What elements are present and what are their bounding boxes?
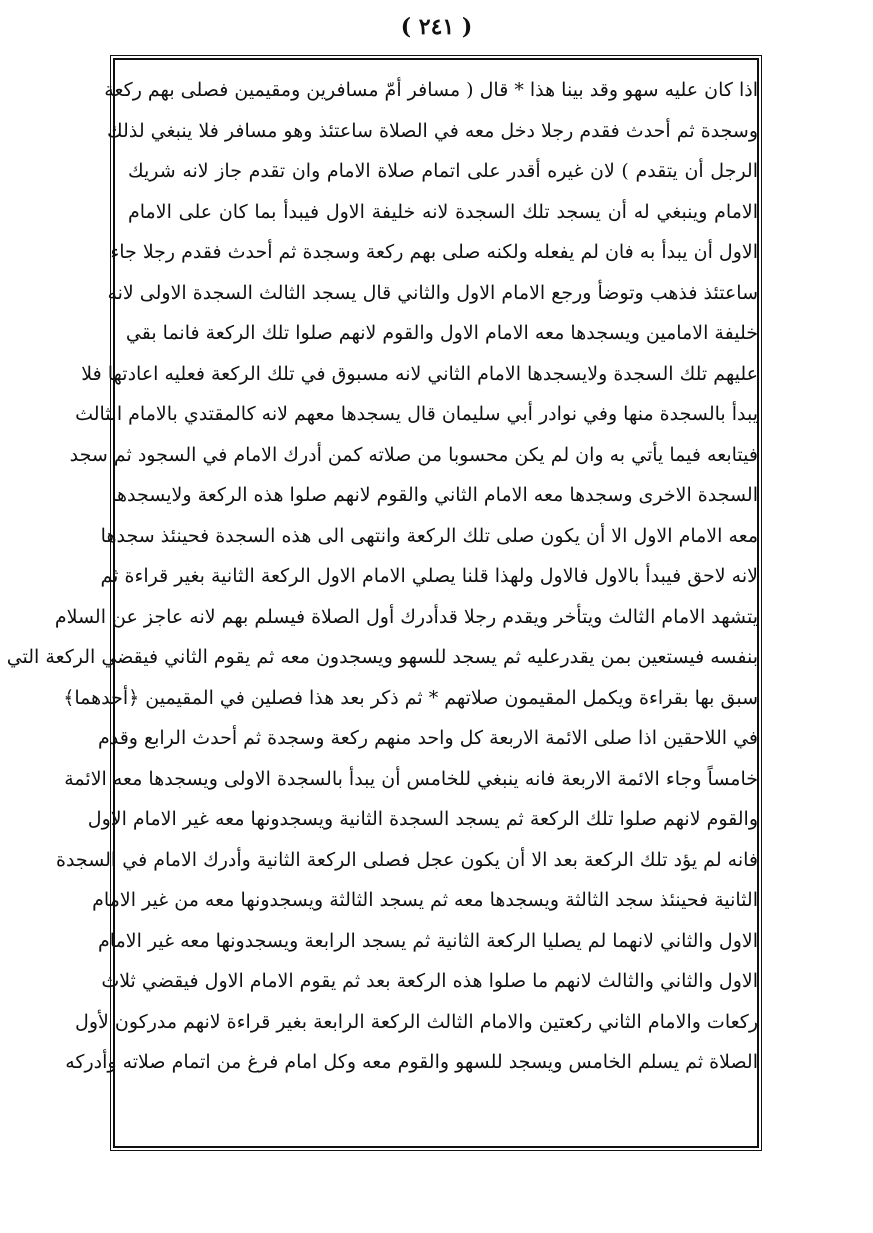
text-line: فانه لم يؤد تلك الركعة بعد الا أن يكون عجل فصلى الركعة الثانية وأدرك الامام في السجدة [56, 848, 758, 871]
page-body [6, 70, 758, 1083]
text-line: الاول أن يبدأ به فان لم يفعله ولكنه صلى بهم ركعة وسجدة ثم أحدث فقدم رجلا جاء [110, 241, 758, 263]
text-line: خليفة الامامين ويسجدها معه الامام الاول والقوم لانهم صلوا تلك الركعة فانما بقي [125, 322, 758, 344]
text-line: ركعات والامام الثاني ركعتين والامام الثالث الركعة الرابعة بغير قراءة لانهم مدركون لأول [75, 1010, 758, 1033]
text-line: الثانية فحينئذ سجد الثالثة ويسجدها معه ثم يسجد الثالثة ويسجدونها معه من غير الامام [92, 889, 758, 911]
text-line: والقوم لانهم صلوا تلك الركعة ثم يسجد السجدة الثانية ويسجدونها معه غير الامام الاول [87, 808, 758, 830]
text-line: معه الامام الاول الا أن يكون صلى تلك الركعة وانتهى الى هذه السجدة فحينئذ سجدها [100, 524, 758, 547]
text-line: السجدة الاخرى وسجدها معه الامام الثاني والقوم لانهم صلوا هذه الركعة ولايسجدها [111, 484, 758, 506]
text-line: عليهم تلك السجدة ولايسجدها الامام الثاني لانه مسبوق في تلك الركعة فعليه اعادتها فلا [81, 362, 758, 385]
text-line: الاول والثاني لانهما لم يصليا الركعة الثانية ثم يسجد الرابعة ويسجدونها معه غير الامام [98, 929, 758, 952]
text-line: وسجدة ثم أحدث فقدم رجلا دخل معه في الصلاة ساعتئذ وهو مسافر فلا ينبغي لذلك [107, 119, 758, 142]
text-line: خامساً وجاء الائمة الاربعة فانه ينبغي للخامس أن يبدأ بالسجدة الاولى ويسجدها معه الائمة [64, 767, 758, 790]
page-number: ( ٢٤١ ) [400, 14, 473, 40]
text-line: الاول والثاني والثالث لانهم ما صلوا هذه الركعة بعد ثم يقوم الامام الاول فيقضي ثلاث [101, 970, 758, 992]
text-line: سبق بها بقراءة ويكمل المقيمون صلاتهم * ثم ذكر بعد هذا فصلين في المقيمين ﴿أحدهما﴾ [63, 686, 758, 709]
text-line: لانه لاحق فيبدأ بالاول فالاول ولهذا قلنا يصلي الامام الاول الركعة الثانية بغير قراءة ثم [100, 565, 758, 587]
text-line: الصلاة ثم يسلم الخامس ويسجد للسهو والقوم معه وكل امام فرغ من اتمام صلاته وأدركه [65, 1051, 758, 1073]
text-line: يبدأ بالسجدة منها وفي نوادر أبي سليمان قال يسجدها معهم لانه كالمقتدي بالامام الثالث [75, 403, 758, 425]
text-line: فيتابعه فيما يأتي به وان لم يكن محسوبا من صلاته كمن أدرك الامام في السجود ثم سجد [69, 443, 758, 466]
text-line: بنفسه فيستعين بمن يقدرعليه ثم يسجد للسهو ويسجدون معه ثم يقوم الثاني فيقضي الركعة التي [6, 646, 758, 668]
text-line: اذا كان عليه سهو وقد بينا هذا * قال ( مسافر أمّ مسافرين ومقيمين فصلى بهم ركعة [104, 79, 758, 101]
text-line: في اللاحقين اذا صلى الائمة الاربعة كل واحد منهم ركعة وسجدة ثم أحدث الرابع وقدم [97, 727, 758, 749]
text-line: الرجل أن يتقدم ) لان غيره أقدر على اتمام صلاة الامام وان تقدم جاز لانه شريك [128, 160, 758, 182]
text-line: يتشهد الامام الثالث ويتأخر ويقدم رجلا قدأدرك أول الصلاة فيسلم بهم لانه عاجز عن السلام [54, 605, 758, 628]
text-line: الامام وينبغي له أن يسجد تلك السجدة لانه خليفة الاول فيبدأ بما كان على الامام [128, 200, 758, 223]
text-line: ساعتئذ فذهب وتوضأ ورجع الامام الاول والثاني قال يسجد الثالث السجدة الاولى لانه [107, 281, 758, 304]
